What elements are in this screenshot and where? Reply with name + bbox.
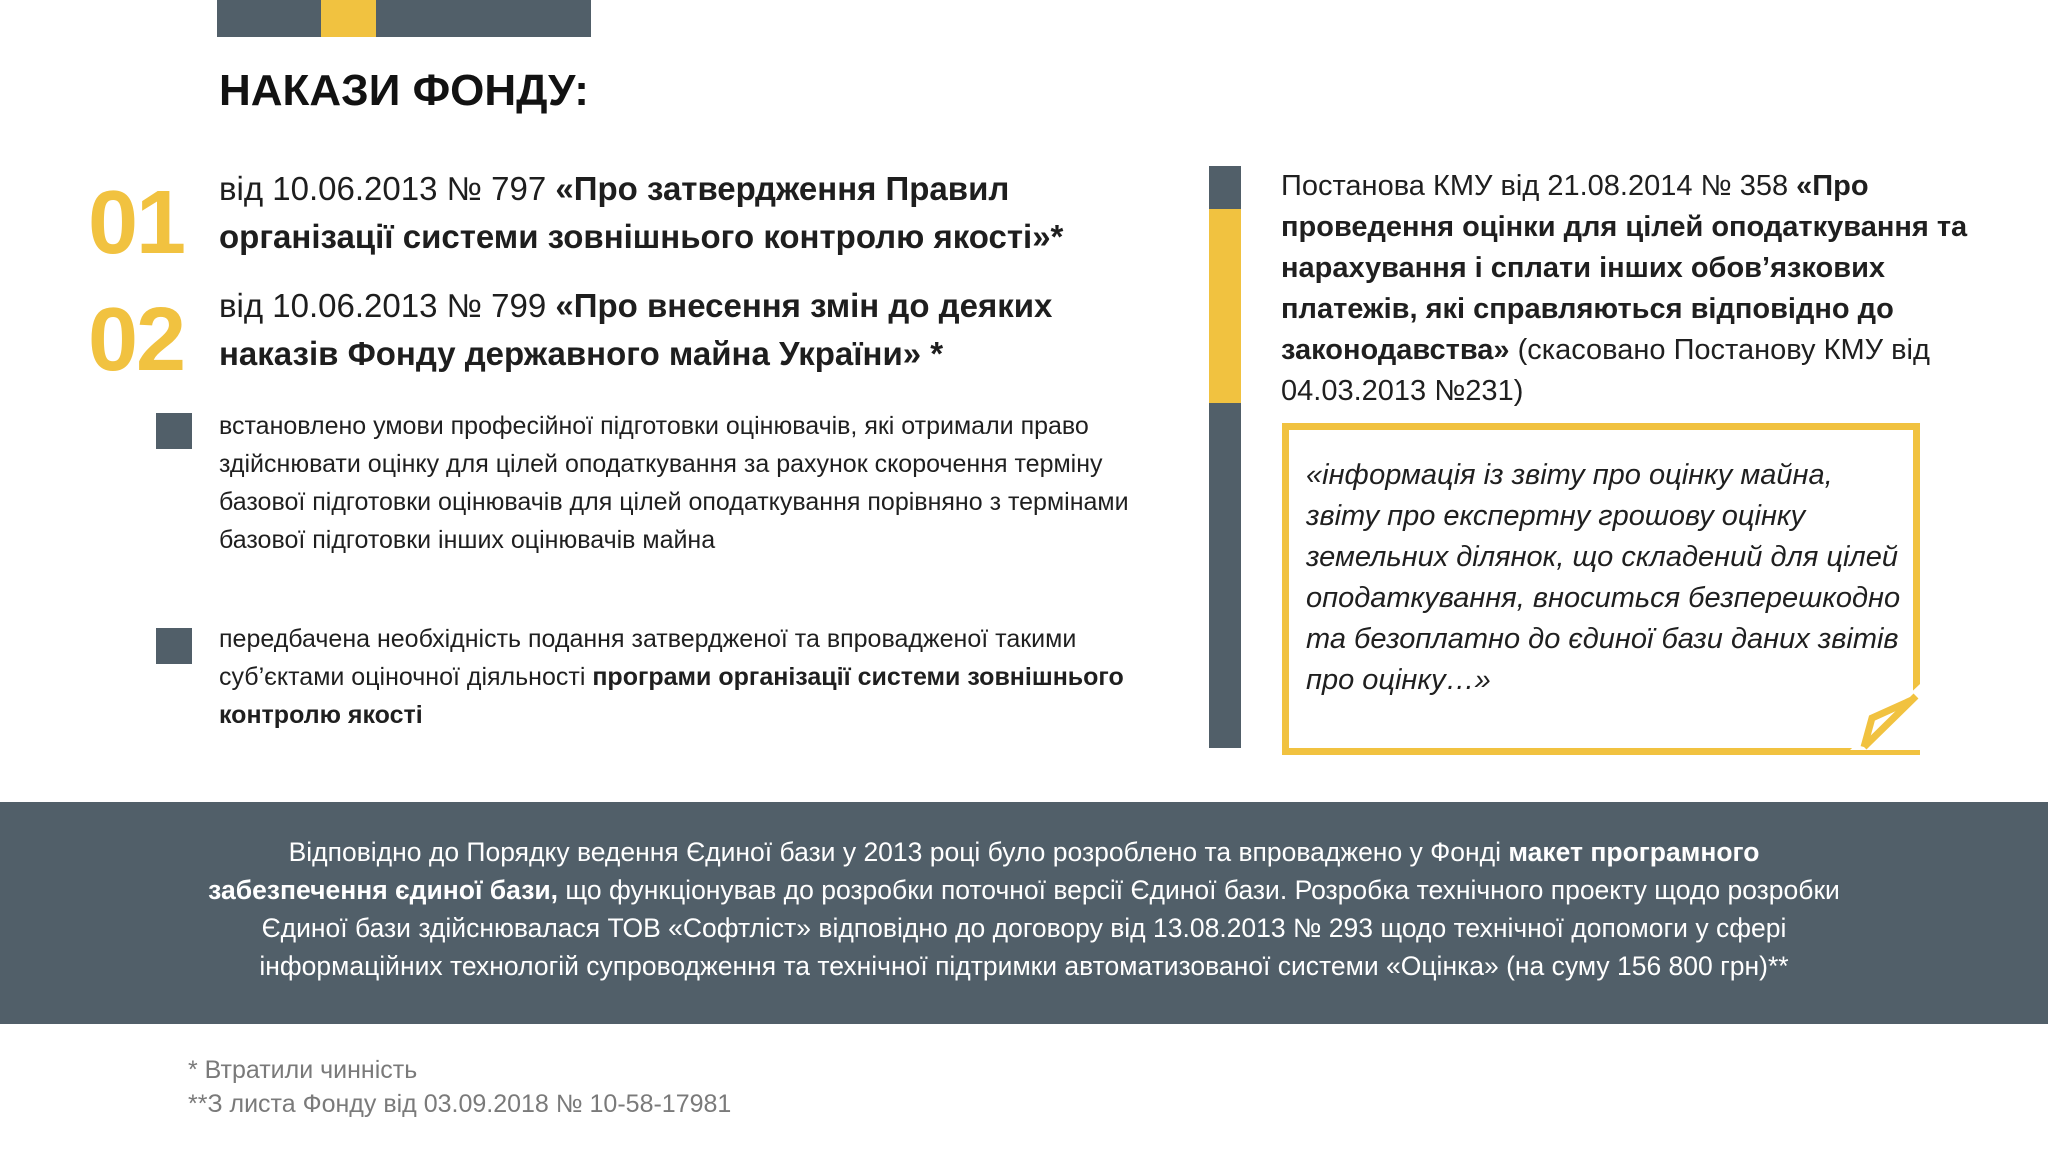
order-02-date: від 10.06.2013 № 799: [219, 287, 556, 324]
bullet-square-2: [156, 628, 192, 664]
vertical-bar-top: [1209, 166, 1241, 209]
vertical-bar-bottom: [1209, 403, 1241, 748]
bullet-2-bold: програми організації системи зовнішнього контролю якості: [219, 663, 1124, 729]
footnote-2: **З листа Фонду від 03.09.2018 № 10-58-17981: [188, 1090, 732, 1118]
bullet-square-1: [156, 413, 192, 449]
resolution-text: [1281, 166, 2011, 412]
order-02-title: «Про внесення змін до деяких наказів Фонду державного майна України» *: [219, 287, 1053, 372]
top-decor-accent: [321, 0, 376, 37]
bullet-1-text: встановлено умови професійної підготовки оцінювачів, які отримали право здійснювати оцінку для цілей оподаткування за рахунок скорочення терміну базової підготовки оцінювачів для цілей оподаткування порівняно з термінами базової підготовки інших оцінювачів майна: [219, 412, 1129, 554]
summary-text: [200, 833, 1848, 985]
bullet-text-1: [219, 407, 1139, 559]
bullet-text-2: [219, 620, 1139, 734]
page-title: НАКАЗИ ФОНДУ:: [219, 66, 589, 115]
resolution-suffix: (скасовано Постанову КМУ від 04.03.2013 №231): [1281, 334, 1930, 407]
summary-part-2: що функціонував до розробки поточної версії Єдиної бази. Розробка технічного проекту щодо розробки Єдиної бази здійснювалася ТОВ «Софтліст» відповідно до договору від 13.08.2013 № 293 щодо технічної допомоги у сфері інформаційних технологій супроводження та технічної підтримки автоматизованої системи «Оцінка» (на суму 156 800 грн)**: [259, 875, 1840, 981]
order-number-02: 02: [88, 290, 185, 390]
order-01: [219, 165, 1149, 261]
resolution-title: «Про проведення оцінки для цілей оподаткування та нарахування і сплати інших обов’язкових платежів, які справляються відповідно до законодавства»: [1281, 170, 1968, 366]
summary-part-1: Відповідно до Порядку ведення Єдиної бази у 2013 році було розроблено та впроваджено у Фонді: [288, 837, 1509, 867]
resolution-prefix: Постанова КМУ від 21.08.2014 № 358: [1281, 170, 1797, 202]
order-01-title: «Про затвердження Правил організації системи зовнішнього контролю якості»*: [219, 170, 1064, 255]
quote-text: «інформація із звіту про оцінку майна, звіту про експертну грошову оцінку земельних ділянок, що складений для цілей оподаткування, вноситься безперешкодно та безоплатно до єдиної бази даних звітів про оцінку…»: [1306, 459, 1901, 696]
bullet-2-text: передбачена необхідність подання затвердженої та впровадженої такими суб’єктами оціночної діяльності: [219, 625, 1077, 691]
vertical-bar-accent: [1209, 209, 1241, 403]
order-02: [219, 282, 1149, 378]
summary-bold: макет програмного забезпечення єдиної бази,: [208, 837, 1760, 905]
order-number-01: 01: [88, 173, 185, 273]
footnote-1: * Втратили чинність: [188, 1056, 418, 1084]
order-01-date: від 10.06.2013 № 797: [219, 170, 556, 207]
top-decor-bar: [217, 0, 591, 37]
